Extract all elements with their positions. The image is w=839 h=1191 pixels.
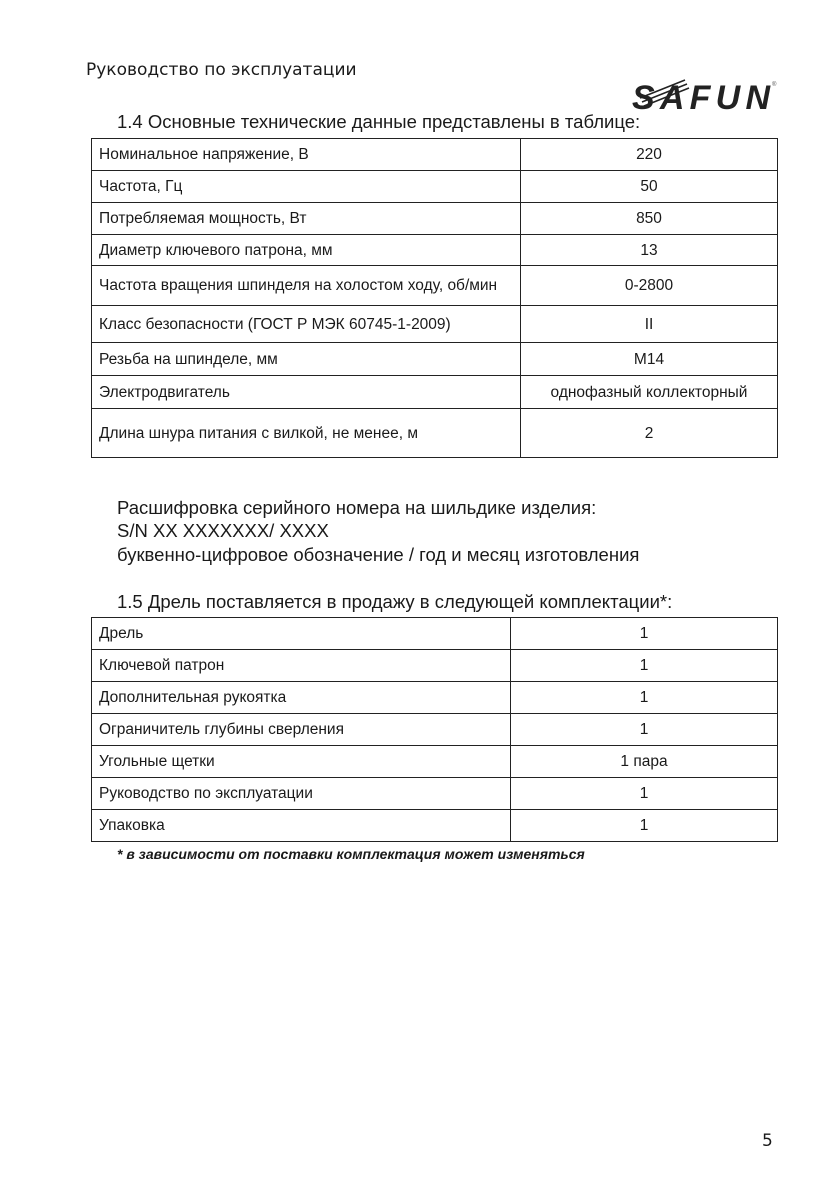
table-row bbox=[92, 778, 778, 810]
item-qty: 1 bbox=[511, 714, 778, 746]
table-row bbox=[92, 139, 778, 171]
table-row bbox=[92, 682, 778, 714]
item-label: Дополнительная рукоятка bbox=[92, 682, 511, 714]
spec-value: 50 bbox=[521, 171, 778, 203]
spec-value: 850 bbox=[521, 203, 778, 235]
spec-label: Частота вращения шпинделя на холостом ходу, об/мин bbox=[92, 266, 521, 306]
table-row bbox=[92, 746, 778, 778]
spec-value: 2 bbox=[521, 409, 778, 458]
spec-label: Класс безопасности (ГОСТ Р МЭК 60745-1-2009) bbox=[92, 306, 521, 343]
table-row bbox=[92, 266, 778, 306]
item-qty: 1 bbox=[511, 810, 778, 842]
spec-label: Резьба на шпинделе, мм bbox=[92, 343, 521, 376]
item-label: Угольные щетки bbox=[92, 746, 511, 778]
item-qty: 1 bbox=[511, 650, 778, 682]
table-row bbox=[92, 810, 778, 842]
table-row bbox=[92, 343, 778, 376]
item-label: Ключевой патрон bbox=[92, 650, 511, 682]
table-row bbox=[92, 376, 778, 409]
spec-value: 13 bbox=[521, 235, 778, 266]
item-label: Дрель bbox=[92, 618, 511, 650]
spec-value: 220 bbox=[521, 139, 778, 171]
serial-description: буквенно-цифровое обозначение / год и месяц изготовления bbox=[117, 544, 640, 565]
table-row bbox=[92, 235, 778, 266]
item-label: Ограничитель глубины сверления bbox=[92, 714, 511, 746]
spec-label: Номинальное напряжение, В bbox=[92, 139, 521, 171]
section-1-5-heading: 1.5 Дрель поставляется в продажу в следующей комплектации*: bbox=[117, 591, 673, 612]
table-row bbox=[92, 714, 778, 746]
serial-format: S/N XX XXXXXXX/ XXXX bbox=[117, 520, 329, 541]
svg-text:SAFUN: SAFUN bbox=[632, 79, 770, 110]
page-number: 5 bbox=[762, 1131, 773, 1151]
table-row bbox=[92, 618, 778, 650]
spec-label: Электродвигатель bbox=[92, 376, 521, 409]
table-row bbox=[92, 306, 778, 343]
serial-heading: Расшифровка серийного номера на шильдике изделия: bbox=[117, 497, 597, 518]
item-qty: 1 bbox=[511, 682, 778, 714]
document-title: Руководство по эксплуатации bbox=[86, 60, 357, 80]
package-contents-table bbox=[91, 617, 778, 842]
spec-value: М14 bbox=[521, 343, 778, 376]
tech-specs-table bbox=[91, 138, 778, 458]
svg-text:®: ® bbox=[772, 82, 777, 88]
table-row bbox=[92, 650, 778, 682]
footnote: * в зависимости от поставки комплектация может изменяться bbox=[117, 846, 585, 862]
item-label: Упаковка bbox=[92, 810, 511, 842]
spec-label: Частота, Гц bbox=[92, 171, 521, 203]
table-row bbox=[92, 203, 778, 235]
item-qty: 1 bbox=[511, 778, 778, 810]
spec-label: Потребляемая мощность, Вт bbox=[92, 203, 521, 235]
table-row bbox=[92, 171, 778, 203]
item-qty: 1 bbox=[511, 618, 778, 650]
spec-label: Диаметр ключевого патрона, мм bbox=[92, 235, 521, 266]
spec-value: однофазный коллекторный bbox=[521, 376, 778, 409]
item-label: Руководство по эксплуатации bbox=[92, 778, 511, 810]
spec-label: Длина шнура питания с вилкой, не менее, м bbox=[92, 409, 521, 458]
section-1-4-heading: 1.4 Основные технические данные представлены в таблице: bbox=[117, 111, 641, 132]
spec-value: 0-2800 bbox=[521, 266, 778, 306]
table-row bbox=[92, 409, 778, 458]
item-qty: 1 пара bbox=[511, 746, 778, 778]
safun-logo bbox=[630, 78, 780, 110]
spec-value: II bbox=[521, 306, 778, 343]
